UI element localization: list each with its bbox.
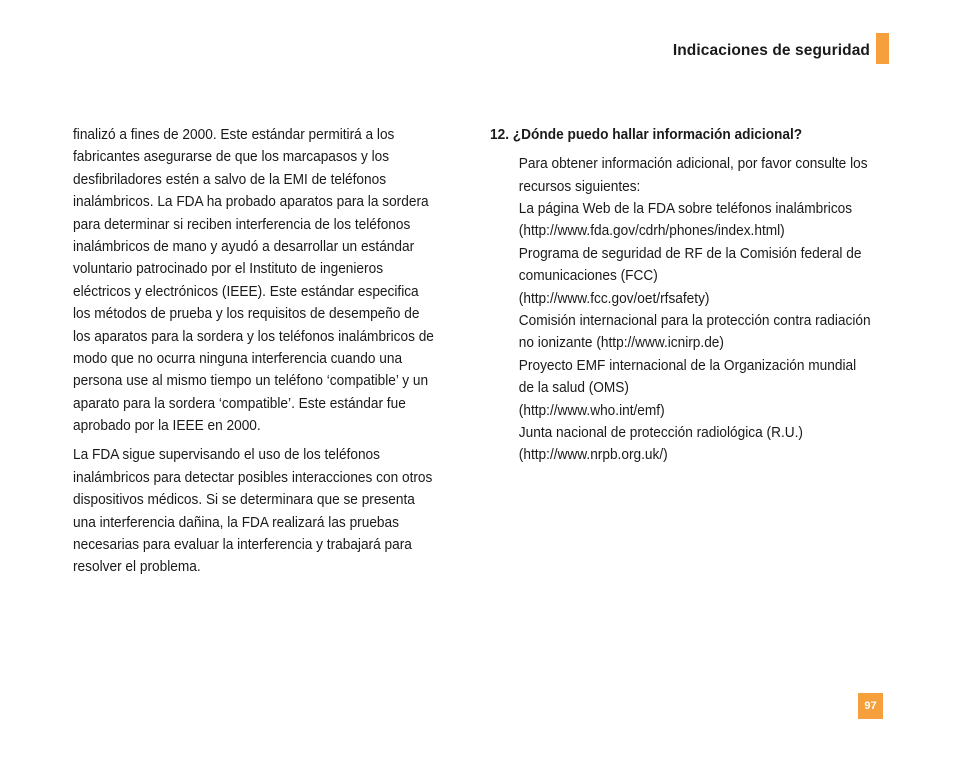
section-accent-bar (876, 33, 889, 64)
left-column (73, 124, 438, 585)
resource-link-fda[interactable]: (http://www.fda.gov/cdrh/phones/index.html) (518, 222, 785, 240)
answer-block (490, 153, 873, 467)
page-number-badge: 97 (858, 693, 883, 719)
question-heading: 12. ¿Dónde puedo hallar información adicional? (490, 126, 803, 143)
resource-link-icnirp[interactable]: (http://www.icnirp.de) (596, 334, 724, 352)
resource-link-nrpb[interactable]: (http://www.nrpb.org.uk/) (518, 446, 668, 464)
resource-link-who[interactable]: (http://www.who.int/emf) (518, 401, 665, 419)
page-section-title: Indicaciones de seguridad (672, 42, 870, 59)
paragraph-hearing-aid-standard: finalizó a fines de 2000. Este estándar permitirá a los fabricantes asegurarse de que los marcapasos y los desfibriladores estén a salvo de la EMI de teléfonos inalámbricos. La FDA ha probado aparatos para la sordera para determinar si reciben interferencia de los teléfonos inalámbricos de mano y ayudó a desarrollar un estándar voluntario patrocinado por el Instituto de ingenieros eléctricos y electrónicos (IEEE). Este estándar especifica los métodos de prueba y los requisitos de desempeño de los aparatos para la sordera y los teléfonos inalámbricos de modo que no ocurra ninguna interferencia cuando una persona use al mismo tiempo un teléfono ‘compatible’ y un aparato para la sordera ‘compatible’. Este estándar fue aprobado por la IEEE en 2000. (73, 126, 434, 435)
resource-name-who: Proyecto EMF internacional de la Organización mundial de la salud (OMS) (518, 356, 857, 397)
resource-name-fda: La página Web de la FDA sobre teléfonos inalámbricos (518, 200, 853, 218)
right-column (490, 124, 873, 467)
resource-name-icnirp: Comisión internacional para la protección contra radiación no ionizante (518, 312, 871, 352)
resource-name-nrpb: Junta nacional de protección radiológica (R.U.) (518, 424, 803, 442)
answer-intro: Para obtener información adicional, por favor consulte los recursos siguientes: (518, 155, 868, 195)
resource-link-fcc[interactable]: (http://www.fcc.gov/oet/rfsafety) (518, 289, 710, 307)
paragraph-fda-monitoring: La FDA sigue supervisando el uso de los teléfonos inalámbricos para detectar posibles interacciones con otros dispositivos médicos. Si se determinara que se presenta una interferencia dañina, la FDA realizará las pruebas necesarias para evaluar la interferencia y trabajará para resolver el problema. (73, 446, 433, 576)
resource-name-fcc: Programa de seguridad de RF de la Comisión federal de comunicaciones (FCC) (518, 244, 862, 285)
